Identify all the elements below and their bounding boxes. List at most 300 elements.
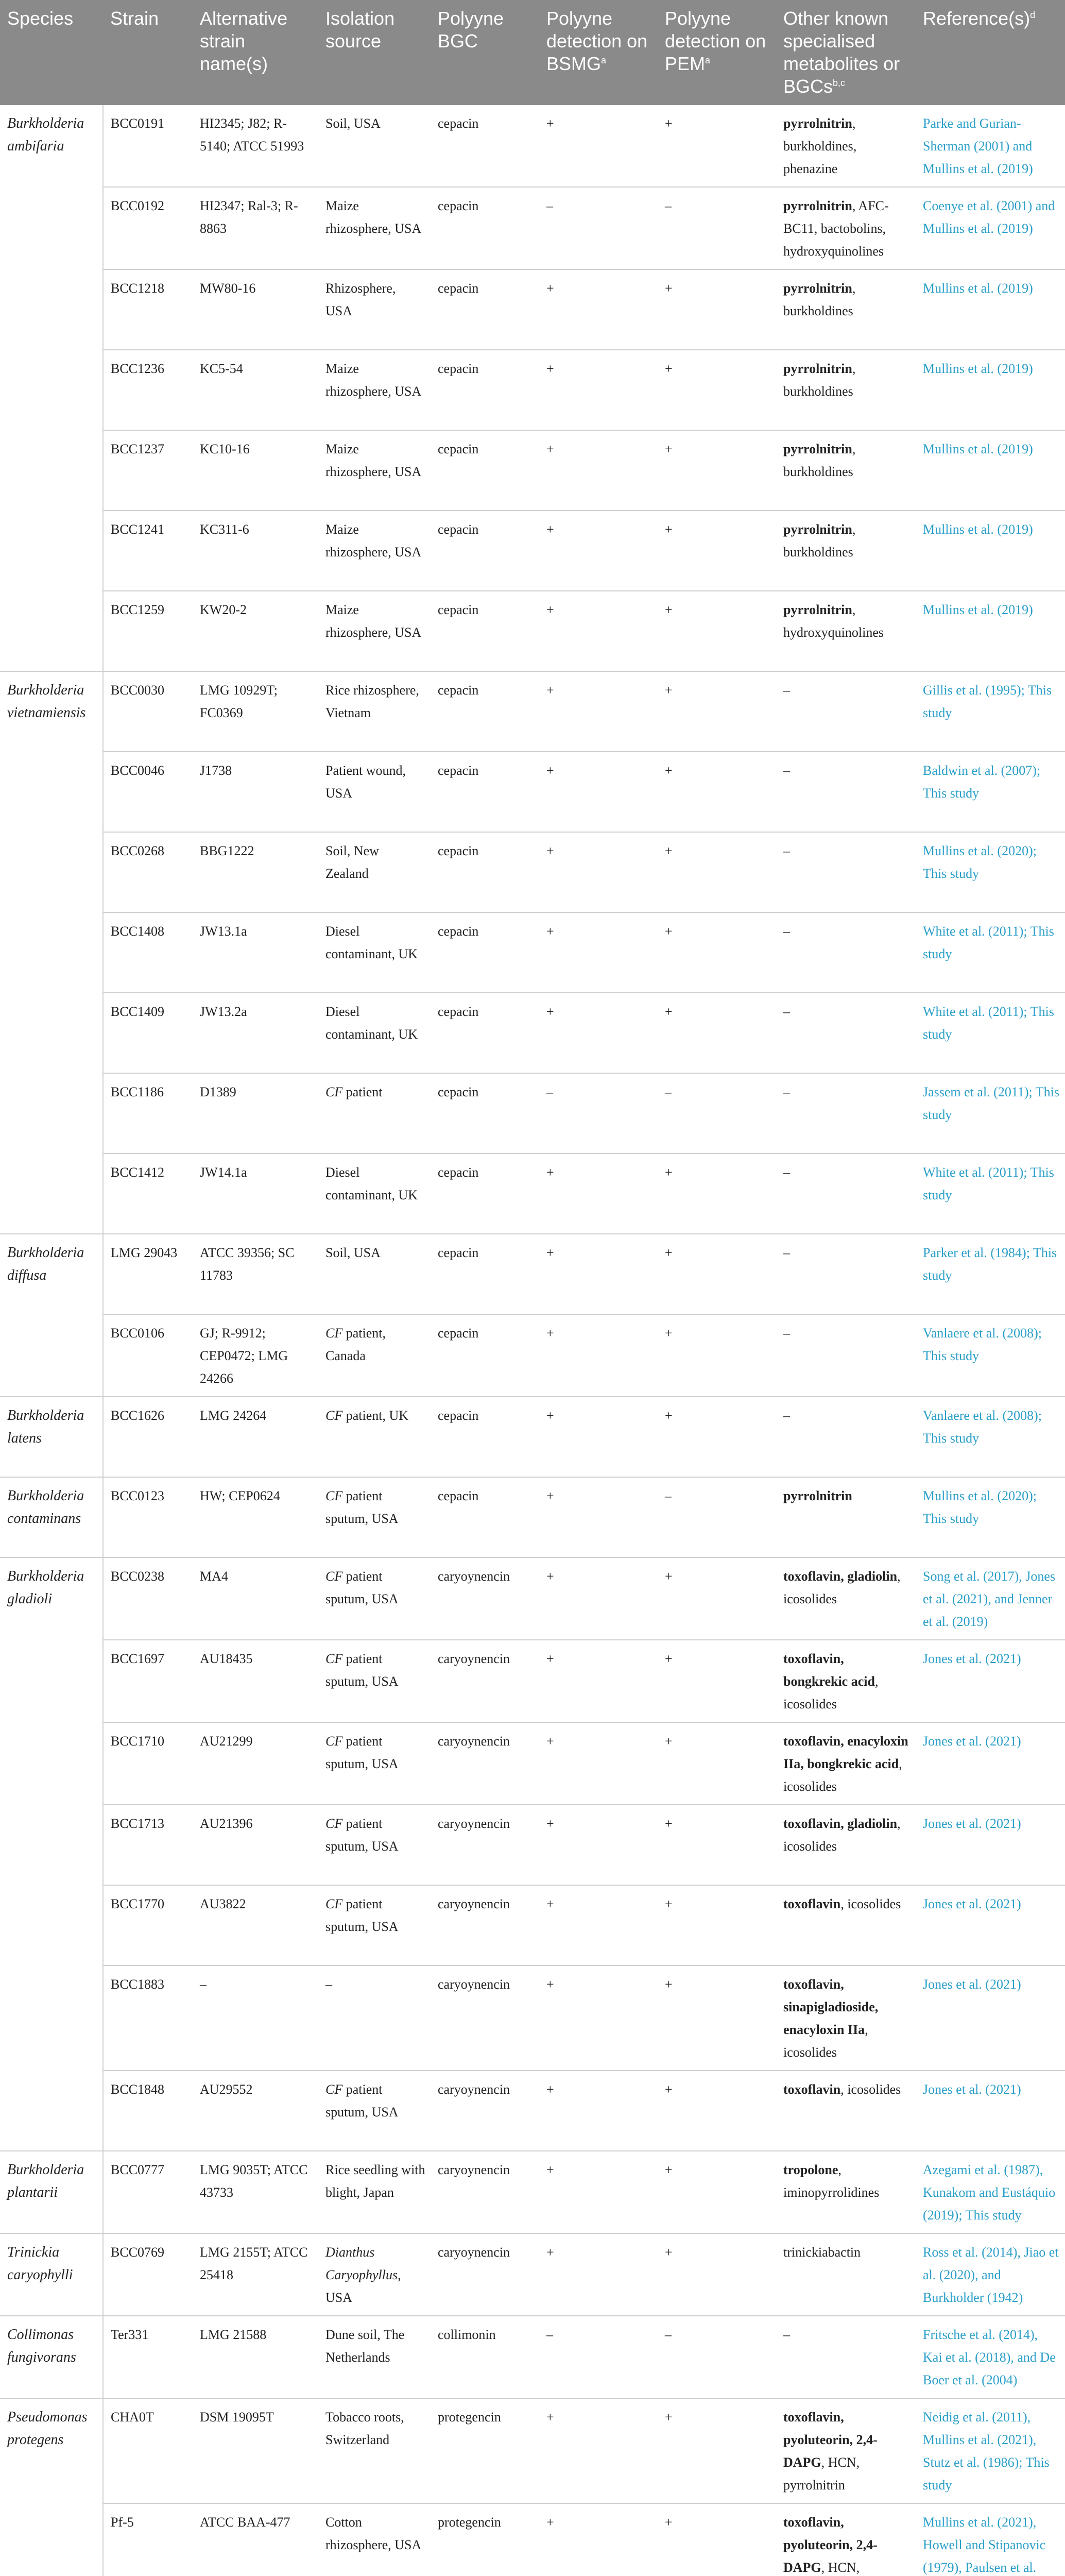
text-run: , HCN, — [821, 2560, 860, 2575]
pem-detection-cell: – — [658, 1073, 776, 1154]
strain-cell: BCC1713 — [103, 1805, 193, 1885]
polyyne-bgc-cell: cepacin — [431, 1073, 539, 1154]
strain-cell: BCC0106 — [103, 1314, 193, 1397]
metabolites-cell — [776, 912, 916, 993]
pem-detection-cell: + — [658, 993, 776, 1073]
pem-detection-cell: + — [658, 2503, 776, 2576]
polyyne-bgc-cell: cepacin — [431, 1234, 539, 1314]
text-run: – — [783, 1165, 790, 1180]
reference-cell: Ross et al. (2014), Jiao et al. (2020), and Burkholder (1942) — [916, 2233, 1065, 2316]
header-row — [0, 0, 1065, 105]
table-row — [0, 1154, 1065, 1234]
text-run: CF — [325, 1326, 343, 1341]
bsmg-detection-cell: + — [539, 671, 658, 752]
text-run: , icosolides — [840, 1896, 901, 1911]
strain-cell: BCC0046 — [103, 752, 193, 832]
metabolites-cell — [776, 2503, 916, 2576]
reference-cell: Coenye et al. (2001) and Mullins et al. (2019) — [916, 187, 1065, 269]
text-run: pyrrolnitrin — [783, 198, 852, 213]
alt-name-cell: AU21299 — [193, 1722, 318, 1805]
metabolites-cell — [776, 1397, 916, 1477]
strain-cell: BCC1236 — [103, 350, 193, 430]
bsmg-detection-cell: + — [539, 2503, 658, 2576]
isolation-source-cell — [318, 350, 431, 430]
alt-name-cell: MA4 — [193, 1557, 318, 1640]
table-row — [0, 269, 1065, 350]
text-run: pyrrolnitrin — [783, 522, 852, 537]
bsmg-detection-cell: + — [539, 832, 658, 912]
reference-cell: Mullins et al. (2021), Howell and Stipanovic (1979), Paulsen et al. — [916, 2503, 1065, 2576]
text-run: toxoflavin — [783, 1896, 841, 1911]
text-run: Maize rhizosphere, USA — [325, 361, 422, 399]
bsmg-detection-cell: + — [539, 752, 658, 832]
pem-detection-cell: + — [658, 2398, 776, 2503]
reference-cell: Parke and Gurian-Sherman (2001) and Mullins et al. (2019) — [923, 116, 1033, 176]
species-cell: Burkholderia plantarii — [0, 2151, 103, 2233]
metabolites-cell — [776, 2398, 916, 2503]
isolation-source-cell — [318, 105, 431, 187]
alt-name-cell: AU21396 — [193, 1805, 318, 1885]
pem-detection-cell: + — [658, 832, 776, 912]
bsmg-detection-cell: + — [539, 2233, 658, 2316]
alt-name-cell: LMG 10929T; FC0369 — [193, 671, 318, 752]
bsmg-detection-cell: + — [539, 1477, 658, 1557]
reference-cell: Jones et al. (2021) — [916, 1885, 1065, 1965]
pem-detection-cell: + — [658, 1234, 776, 1314]
polyyne-bgc-cell: cepacin — [431, 511, 539, 591]
pem-detection-cell: + — [658, 1640, 776, 1722]
species-cell: Burkholderia gladioli — [0, 1557, 103, 2151]
text-run: Dune soil, The Netherlands — [325, 2327, 405, 2365]
strain-cell: BCC0123 — [103, 1477, 193, 1557]
alt-name-cell: ATCC BAA-477 — [193, 2503, 318, 2576]
header-polyyne-bgc: Polyyne BGC — [431, 0, 539, 105]
text-run: CF — [325, 1896, 343, 1911]
metabolites-cell — [776, 671, 916, 752]
text-run: – — [783, 683, 790, 698]
text-run: , icosolides — [783, 1756, 902, 1794]
header-alt-names: Alternative strain name(s) — [193, 0, 318, 105]
polyyne-bgc-cell: cepacin — [431, 993, 539, 1073]
polyyne-bgc-cell: cepacin — [431, 832, 539, 912]
alt-name-cell: LMG 24264 — [193, 1397, 318, 1477]
bsmg-detection-cell: + — [539, 511, 658, 591]
table-row — [0, 2503, 1065, 2576]
isolation-source-cell — [318, 1557, 431, 1640]
pem-detection-cell: + — [658, 350, 776, 430]
species-cell: Collimonas fungivorans — [0, 2316, 103, 2398]
reference-cell: Mullins et al. (2019) — [916, 591, 1065, 671]
text-run: toxoflavin, gladiolin — [783, 1816, 898, 1831]
text-run: Diesel contaminant, UK — [325, 1004, 418, 1042]
text-run: patient sputum, USA — [325, 1734, 399, 1771]
bsmg-detection-cell: + — [539, 1965, 658, 2071]
text-run: Diesel contaminant, UK — [325, 1165, 418, 1202]
isolation-source-cell — [318, 2233, 431, 2316]
strain-cell: BCC1710 — [103, 1722, 193, 1805]
table-row — [0, 912, 1065, 993]
table-row — [0, 2151, 1065, 2233]
pem-detection-cell: + — [665, 116, 673, 131]
reference-cell: Jones et al. (2021) — [916, 1805, 1065, 1885]
text-run: Diesel contaminant, UK — [325, 924, 418, 961]
isolation-source-cell — [318, 1154, 431, 1234]
isolation-source-cell — [318, 2316, 431, 2398]
strain-cell: BCC1241 — [103, 511, 193, 591]
isolation-source-cell — [318, 752, 431, 832]
bsmg-detection-cell: + — [539, 1722, 658, 1805]
reference-cell: Mullins et al. (2020); This study — [916, 1477, 1065, 1557]
reference-cell: Baldwin et al. (2007); This study — [916, 752, 1065, 832]
header-strain: Strain — [103, 0, 193, 105]
text-run: Soil, New Zealand — [325, 843, 379, 881]
text-run: pyrrolnitrin — [783, 361, 852, 376]
pem-detection-cell: + — [658, 1722, 776, 1805]
reference-cell: Mullins et al. (2020); This study — [916, 832, 1065, 912]
polyyne-bgc-cell: cepacin — [431, 591, 539, 671]
bsmg-detection-cell: + — [539, 1640, 658, 1722]
table-row — [0, 591, 1065, 671]
strain-cell: BCC0268 — [103, 832, 193, 912]
metabolites-cell — [776, 993, 916, 1073]
polyyne-bgc-cell: cepacin — [431, 1314, 539, 1397]
alt-name-cell: LMG 21588 — [193, 2316, 318, 2398]
polyyne-bgc-cell: protegencin — [431, 2503, 539, 2576]
polyyne-bgc-cell: caryoynencin — [431, 1805, 539, 1885]
isolation-source-cell — [318, 187, 431, 269]
metabolites-cell — [776, 350, 916, 430]
table-row — [0, 1397, 1065, 1477]
text-run: pyrrolnitrin — [783, 602, 852, 617]
pem-detection-cell: – — [658, 1477, 776, 1557]
pem-detection-cell: + — [658, 1965, 776, 2071]
alt-name-cell: J1738 — [193, 752, 318, 832]
text-run: pyrrolnitrin — [783, 281, 852, 296]
text-run: patient sputum, USA — [325, 1488, 399, 1526]
isolation-source-cell — [318, 1314, 431, 1397]
metabolites-cell — [776, 2071, 916, 2151]
isolation-source-cell — [318, 1965, 431, 2071]
text-run: Dianthus Caryophyllus — [325, 2245, 398, 2282]
reference-cell: Mullins et al. (2019) — [916, 430, 1065, 511]
strain-cell: BCC0192 — [103, 187, 193, 269]
polyyne-bgc-cell: protegencin — [431, 2398, 539, 2503]
bsmg-detection-cell: + — [539, 1557, 658, 1640]
table-row — [0, 2398, 1065, 2503]
polyyne-bgc-cell: caryoynencin — [431, 1640, 539, 1722]
polyyne-bgc-cell: caryoynencin — [431, 2071, 539, 2151]
text-run: , burkholdines — [783, 442, 856, 479]
isolation-source-cell — [318, 1234, 431, 1314]
text-run: patient — [342, 1084, 383, 1099]
alt-name-cell: LMG 9035T; ATCC 43733 — [193, 2151, 318, 2233]
header-isolation-source: Isolation source — [318, 0, 431, 105]
isolation-source-cell — [318, 912, 431, 993]
polyyne-bgc-cell: collimonin — [431, 2316, 539, 2398]
bsmg-detection-cell: + — [539, 1154, 658, 1234]
metabolites-cell — [776, 2316, 916, 2398]
text-run: patient sputum, USA — [325, 1651, 399, 1689]
isolation-source-cell — [318, 1722, 431, 1805]
table-row — [0, 2233, 1065, 2316]
text-run: , icosolides — [783, 1569, 901, 1606]
text-run: Maize rhizosphere, USA — [325, 602, 422, 640]
strain-cell: BCC1259 — [103, 591, 193, 671]
polyyne-bgc-cell: cepacin — [431, 1154, 539, 1234]
bsmg-detection-cell: – — [539, 1073, 658, 1154]
reference-cell: Mullins et al. (2019) — [916, 511, 1065, 591]
table-body — [0, 105, 1065, 2576]
table-row — [0, 1234, 1065, 1314]
text-run: CF — [325, 1734, 343, 1749]
text-run: toxoflavin — [783, 2082, 841, 2097]
text-run: , burkholdines — [783, 361, 856, 399]
text-run: patient sputum, USA — [325, 1816, 399, 1854]
alt-name-cell: KC5-54 — [193, 350, 318, 430]
alt-name-cell: AU3822 — [193, 1885, 318, 1965]
isolation-source-cell — [318, 1397, 431, 1477]
metabolites-cell — [776, 1234, 916, 1314]
text-run: , AFC-BC11, bactobolins, hydroxyquinolines — [783, 198, 889, 259]
alt-name-cell: AU29552 — [193, 2071, 318, 2151]
bsmg-detection-cell: + — [539, 2151, 658, 2233]
header-species: Species — [0, 0, 103, 105]
pem-detection-cell: + — [658, 2151, 776, 2233]
text-run: patient, Canada — [325, 1326, 386, 1363]
alt-name-cell: KC311-6 — [193, 511, 318, 591]
alt-name-cell: D1389 — [193, 1073, 318, 1154]
alt-name-cell: JW13.1a — [193, 912, 318, 993]
metabolites-cell — [776, 1640, 916, 1722]
polyyne-bgc-cell: cepacin — [431, 671, 539, 752]
text-run: , icosolides — [783, 1816, 901, 1854]
text-run: – — [783, 1408, 790, 1423]
alt-name-cell: – — [193, 1965, 318, 2071]
pem-detection-cell: + — [658, 1557, 776, 1640]
isolation-source-cell — [318, 2151, 431, 2233]
table-row — [0, 105, 1065, 187]
text-run: , USA — [325, 2267, 401, 2305]
text-run: toxoflavin, pyoluteorin, 2,4-DAPG — [783, 2515, 878, 2575]
text-run: – — [783, 1245, 790, 1260]
polyyne-bgc-cell: cepacin — [431, 1477, 539, 1557]
text-run: tropolone — [783, 2162, 838, 2177]
text-run: CF — [325, 2082, 343, 2097]
text-run: pyrrolnitrin — [783, 442, 852, 456]
text-run: – — [783, 763, 790, 778]
text-run: – — [325, 1977, 332, 1992]
pem-detection-cell: + — [658, 671, 776, 752]
pem-detection-cell: + — [658, 752, 776, 832]
reference-cell: Vanlaere et al. (2008); This study — [916, 1397, 1065, 1477]
pem-detection-cell: + — [658, 1397, 776, 1477]
text-run: – — [783, 2327, 790, 2342]
text-run: Rhizosphere, USA — [325, 281, 396, 318]
alt-name-cell: GJ; R-9912; CEP0472; LMG 24266 — [193, 1314, 318, 1397]
metabolites-cell — [776, 2151, 916, 2233]
text-run: Maize rhizosphere, USA — [325, 442, 422, 479]
strain-cell: BCC0030 — [103, 671, 193, 752]
bsmg-detection-cell: + — [539, 591, 658, 671]
polyyne-bgc-cell: cepacin — [431, 1397, 539, 1477]
polyyne-bgc-cell: caryoynencin — [431, 2233, 539, 2316]
text-run: – — [783, 924, 790, 939]
bsmg-detection-cell: + — [539, 269, 658, 350]
reference-cell: Vanlaere et al. (2008); This study — [916, 1314, 1065, 1397]
bsmg-detection-cell: + — [539, 2398, 658, 2503]
reference-cell: Azegami et al. (1987), Kunakom and Eustáquio (2019); This study — [916, 2151, 1065, 2233]
strain-cell: BCC1848 — [103, 2071, 193, 2151]
strain-cell: BCC1218 — [103, 269, 193, 350]
isolation-source-cell — [318, 1805, 431, 1885]
bsmg-detection-cell: – — [539, 187, 658, 269]
bsmg-detection-cell: + — [546, 116, 554, 131]
polyyne-bgc-cell: cepacin — [438, 116, 479, 131]
pem-detection-cell: + — [658, 1154, 776, 1234]
text-run: , hydroxyquinolines — [783, 602, 884, 640]
isolation-source-cell — [318, 1477, 431, 1557]
alt-name-cell: HI2345; J82; R-5140; ATCC 51993 — [200, 116, 304, 154]
text-run: Soil, USA — [325, 116, 381, 131]
bsmg-detection-cell: + — [539, 1805, 658, 1885]
text-run: Cotton rhizosphere, USA — [325, 2515, 422, 2552]
table-row — [0, 1557, 1065, 1640]
text-run: Rice seedling with blight, Japan — [325, 2162, 425, 2200]
metabolites-cell — [776, 832, 916, 912]
text-run: Tobacco roots, Switzerland — [325, 2410, 404, 2447]
header-pem: Polyyne detection on PEM$^a$ — [658, 0, 776, 105]
metabolites-cell — [776, 187, 916, 269]
text-run: CF — [325, 1488, 343, 1503]
bsmg-detection-cell: + — [539, 350, 658, 430]
pem-detection-cell: + — [658, 1314, 776, 1397]
text-run: pyrrolnitrin — [783, 116, 852, 131]
metabolites-cell — [776, 430, 916, 511]
table-row — [0, 350, 1065, 430]
alt-name-cell: ATCC 39356; SC 11783 — [193, 1234, 318, 1314]
strain-cell: BCC0769 — [103, 2233, 193, 2316]
polyyne-bgc-cell: caryoynencin — [431, 1557, 539, 1640]
isolation-source-cell — [318, 269, 431, 350]
strain-cell: BCC1408 — [103, 912, 193, 993]
pem-detection-cell: + — [658, 591, 776, 671]
isolation-source-cell — [318, 1073, 431, 1154]
text-run: , HCN, pyrrolnitrin — [783, 2455, 860, 2493]
table-row — [0, 752, 1065, 832]
isolation-source-cell — [318, 1640, 431, 1722]
strain-cell: BCC0777 — [103, 2151, 193, 2233]
text-run: patient sputum, USA — [325, 2082, 399, 2120]
alt-name-cell: DSM 19095T — [193, 2398, 318, 2503]
species-cell: Trinickia caryophylli — [0, 2233, 103, 2316]
text-run: Maize rhizosphere, USA — [325, 198, 422, 236]
text-run: toxoflavin, pyoluteorin, 2,4-DAPG — [783, 2410, 878, 2470]
bsmg-detection-cell: – — [539, 2316, 658, 2398]
species-cell: Pseudomonas protegens — [0, 2398, 103, 2576]
polyyne-bgc-cell: caryoynencin — [431, 1965, 539, 2071]
reference-cell: Jones et al. (2021) — [916, 1722, 1065, 1805]
species-cell: Burkholderia latens — [0, 1397, 103, 1477]
metabolites-cell — [776, 1965, 916, 2071]
text-run: toxoflavin, gladiolin — [783, 1569, 898, 1584]
strain-cell: BCC1697 — [103, 1640, 193, 1722]
text-run: , burkholdines, phenazine — [783, 116, 857, 176]
strain-cell: LMG 29043 — [103, 1234, 193, 1314]
metabolites-cell — [776, 2233, 916, 2316]
text-run: , iminopyrrolidines — [783, 2162, 880, 2200]
table-row — [0, 1965, 1065, 2071]
bsmg-detection-cell: + — [539, 912, 658, 993]
species-cell: Burkholderia diffusa — [0, 1234, 103, 1397]
table-row — [0, 671, 1065, 752]
alt-name-cell: HW; CEP0624 — [193, 1477, 318, 1557]
table-row — [0, 1722, 1065, 1805]
table-row — [0, 1314, 1065, 1397]
alt-name-cell: AU18435 — [193, 1640, 318, 1722]
alt-name-cell: KW20-2 — [193, 591, 318, 671]
bsmg-detection-cell: + — [539, 993, 658, 1073]
table-row — [0, 430, 1065, 511]
pem-detection-cell: + — [658, 2071, 776, 2151]
text-run: CF — [325, 1651, 343, 1666]
bsmg-detection-cell: + — [539, 2071, 658, 2151]
alt-name-cell: JW14.1a — [193, 1154, 318, 1234]
polyyne-bgc-cell: cepacin — [431, 912, 539, 993]
strain-cell: Ter331 — [103, 2316, 193, 2398]
text-run: , icosolides — [783, 2022, 868, 2060]
polyyne-bgc-cell: caryoynencin — [431, 1722, 539, 1805]
table-row — [0, 1073, 1065, 1154]
reference-cell: White et al. (2011); This study — [916, 1154, 1065, 1234]
bsmg-detection-cell: + — [539, 1397, 658, 1477]
pem-detection-cell: + — [658, 1805, 776, 1885]
metabolites-cell — [776, 1805, 916, 1885]
pem-detection-cell: + — [658, 269, 776, 350]
text-run: , icosolides — [840, 2082, 901, 2097]
bsmg-detection-cell: + — [539, 430, 658, 511]
metabolites-cell — [776, 752, 916, 832]
reference-cell: Jones et al. (2021) — [916, 1965, 1065, 2071]
metabolites-cell — [776, 1073, 916, 1154]
table-row — [0, 187, 1065, 269]
isolation-source-cell — [318, 993, 431, 1073]
text-run: trinickiabactin — [783, 2245, 861, 2260]
table-row — [0, 2316, 1065, 2398]
isolation-source-cell — [318, 591, 431, 671]
species-cell: Burkholderia contaminans — [0, 1477, 103, 1557]
reference-cell: Song et al. (2017), Jones et al. (2021), and Jenner et al. (2019) — [916, 1557, 1065, 1640]
text-run: patient sputum, USA — [325, 1896, 399, 1934]
metabolites-cell — [776, 511, 916, 591]
pem-detection-cell: + — [658, 912, 776, 993]
text-run: , burkholdines — [783, 281, 856, 318]
text-run: Patient wound, USA — [325, 763, 406, 801]
alt-name-cell: JW13.2a — [193, 993, 318, 1073]
reference-cell: Mullins et al. (2019) — [916, 350, 1065, 430]
table-row — [0, 2071, 1065, 2151]
metabolites-cell — [776, 1477, 916, 1557]
alt-name-cell: MW80-16 — [193, 269, 318, 350]
strain-cell: BCC1883 — [103, 1965, 193, 2071]
metabolites-cell — [776, 105, 916, 187]
isolation-source-cell — [318, 511, 431, 591]
text-run: Soil, USA — [325, 1245, 381, 1260]
reference-cell: Mullins et al. (2019) — [916, 269, 1065, 350]
metabolites-cell — [776, 591, 916, 671]
text-run: Rice rhizosphere, Vietnam — [325, 683, 419, 720]
reference-cell: Gillis et al. (1995); This study — [916, 671, 1065, 752]
species-cell: Burkholderia vietnamiensis — [0, 671, 103, 1234]
